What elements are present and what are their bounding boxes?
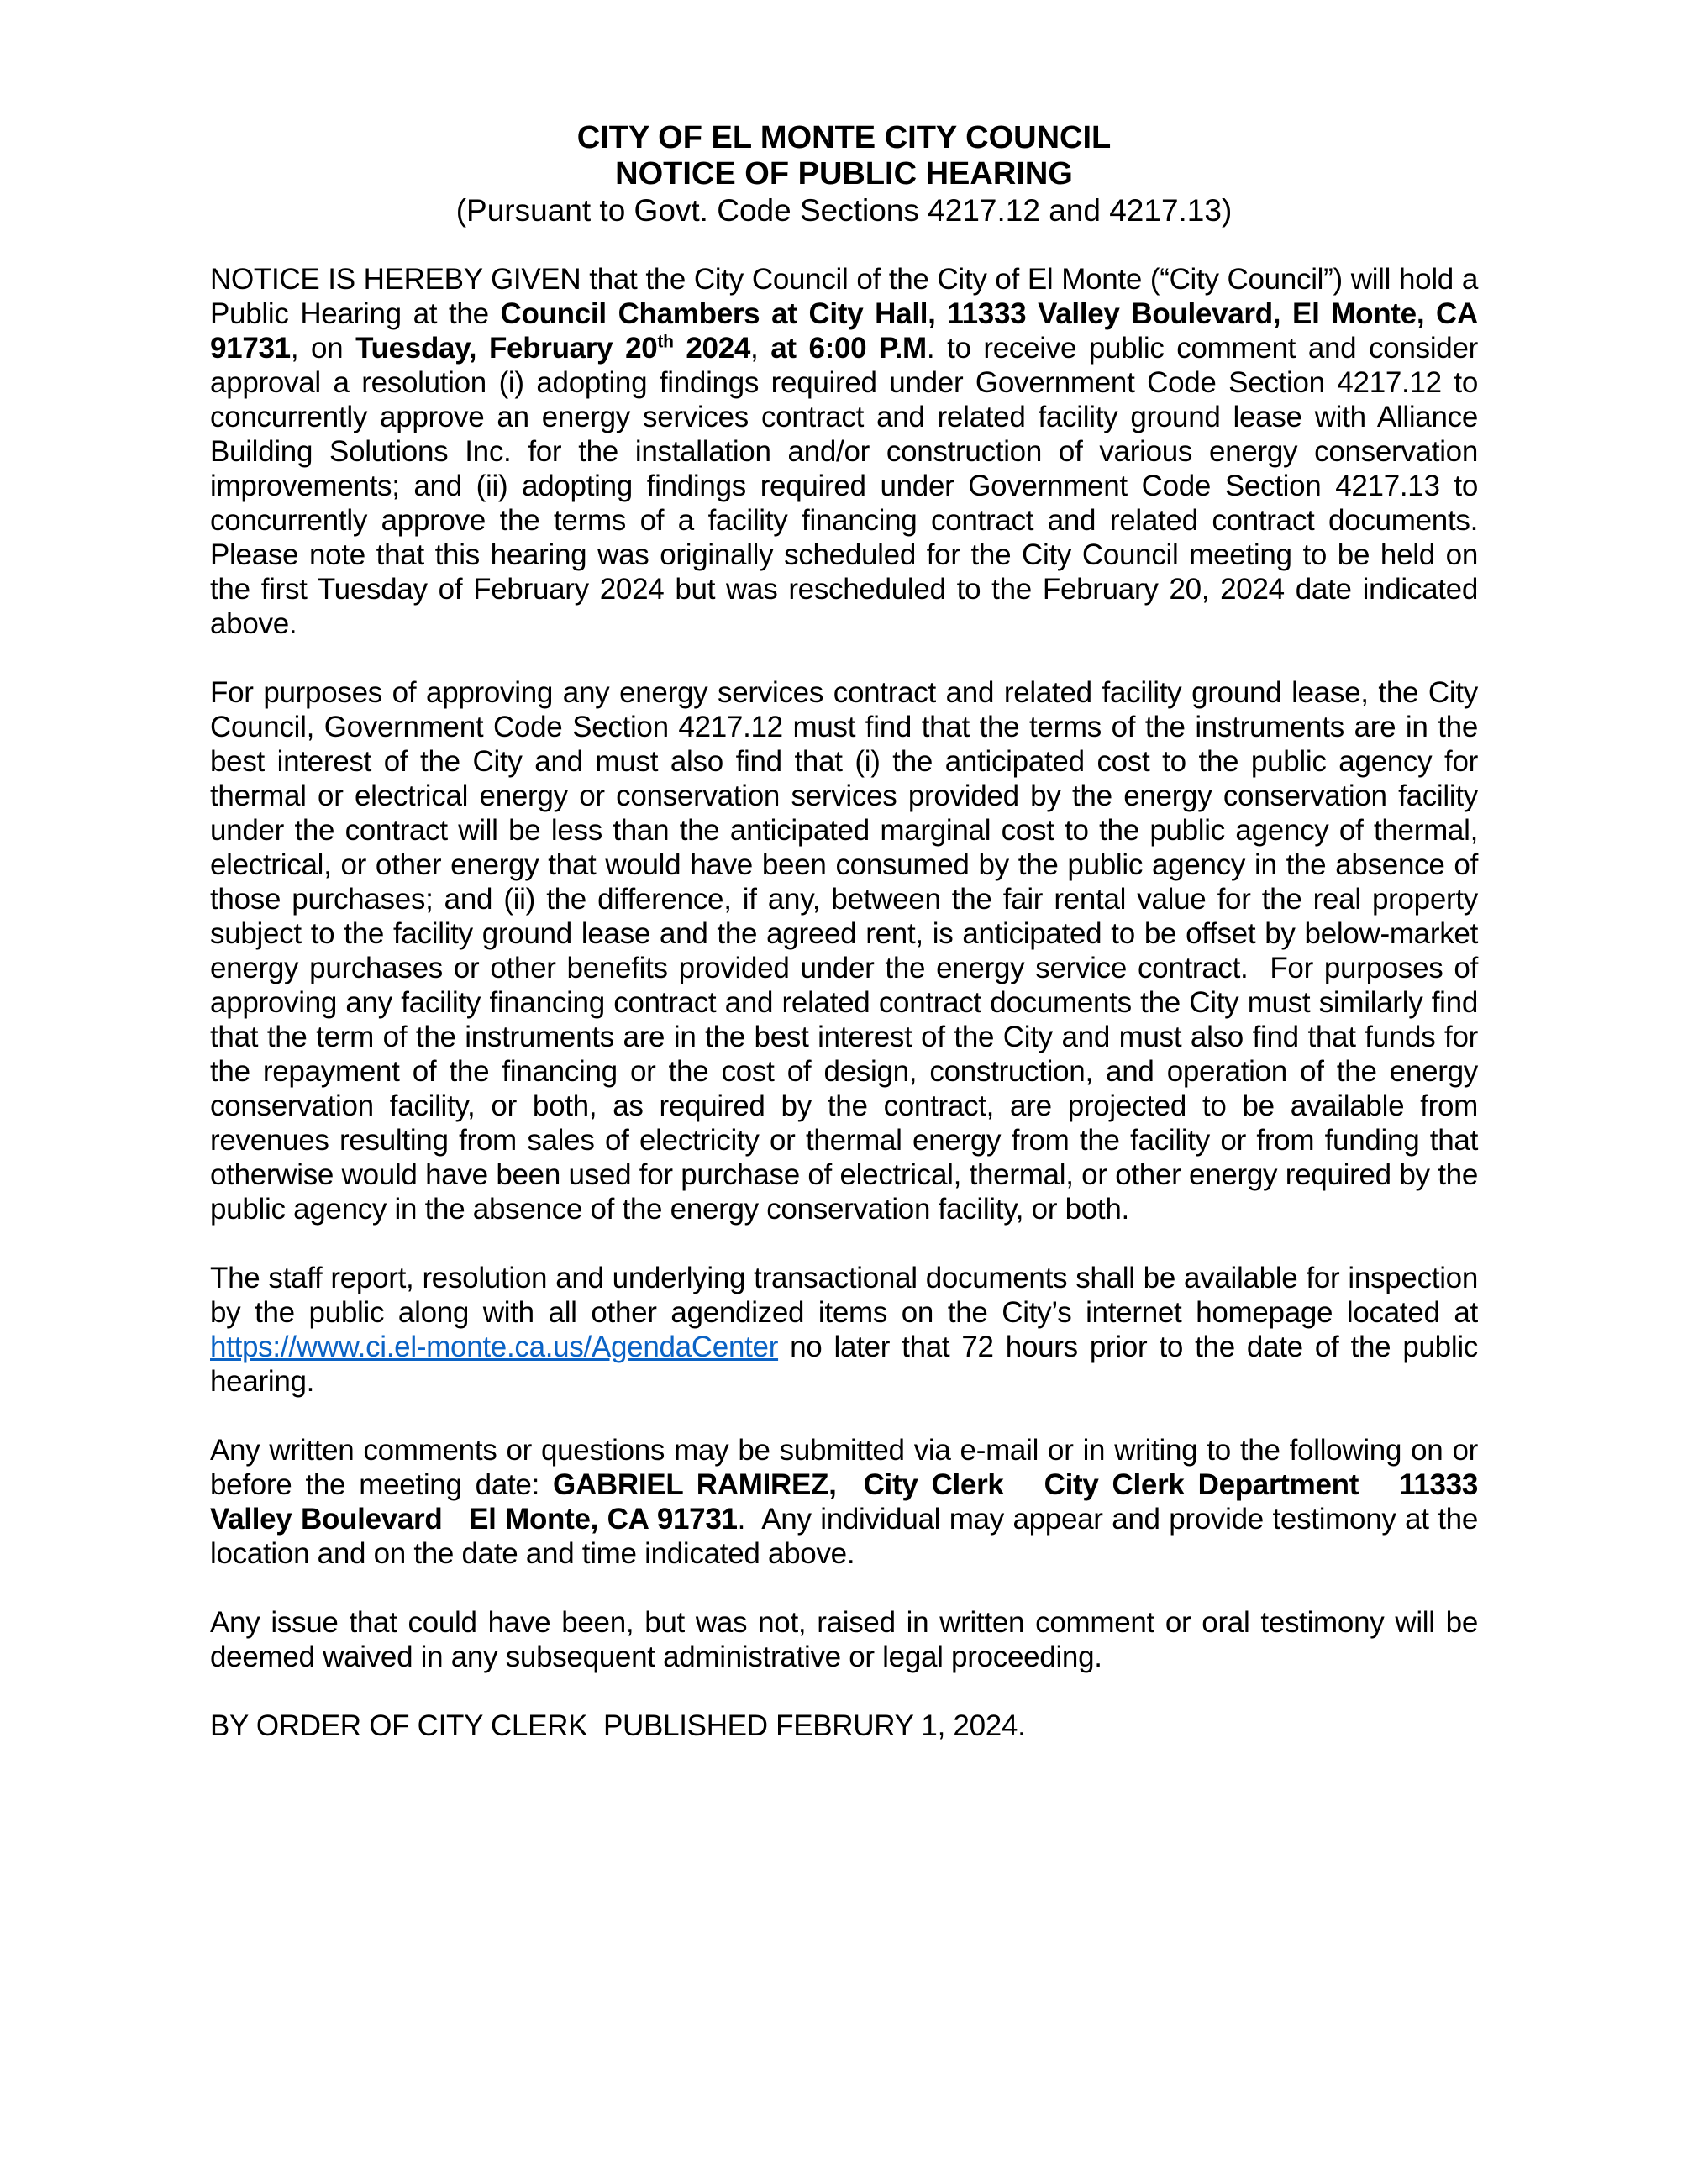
document-title-block: [210, 120, 1478, 228]
document-body: [210, 262, 1494, 1743]
document-title-line-3: (Pursuant to Govt. Code Sections 4217.12 and 4217.13): [455, 193, 1233, 228]
document-title-line-1: CITY OF EL MONTE CITY COUNCIL: [576, 120, 1112, 155]
text-run: Council Chambers at City Hall, 11333 Valley Boulevard, El Monte, CA 91731: [210, 297, 1486, 365]
text-run: Tuesday, February 20: [355, 332, 658, 365]
text-run: th: [657, 332, 674, 352]
text-run: at 6:00 P.M: [770, 332, 927, 365]
document-content: [210, 120, 1494, 1777]
text-run: . Any individual may appear and provide testimony at the location and on the date and time indicated above.: [210, 1503, 1486, 1570]
text-run: , on: [290, 332, 356, 365]
paragraph-notice-given: [210, 262, 1494, 641]
paragraph-staff-report: [210, 1261, 1486, 1399]
text-run: ,: [750, 332, 771, 365]
paragraph-findings: [210, 675, 1486, 1226]
paragraph-written-comments: [210, 1433, 1486, 1571]
text-run: NOTICE IS HEREBY GIVEN that the City Council of the City of El Monte (“City Council”) will hold a Public Hearing at the: [210, 263, 1486, 330]
text-run: . to receive public comment and consider approval a resolution (i) adopting findings required under Government Code Section 4217.12 to concurrently approve an energy services contract and related facility ground lease with Alliance Building Solutions Inc. for the installation and/or construction of various energy conservation improvements; and (ii) adopting findings required under Government Code Section 4217.13 to concurrently approve the terms of a facility financing contract and related contract documents. Please note that this hearing was originally scheduled for the City Council meeting to be held on the first Tuesday of February 2024 but was rescheduled to the February 20, 2024 date indicated above.: [210, 332, 1494, 640]
paragraph-by-order: [210, 1709, 1478, 1743]
text-run: GABRIEL RAMIREZ, City Clerk City Clerk Department 11333 Valley Boulevard El Monte, CA 91731: [210, 1468, 1486, 1536]
text-run: no later that 72 hours prior to the date of the public hearing.: [210, 1331, 1486, 1398]
text-run: Any issue that could have been, but was not, raised in written comment or oral testimony will be deemed waived in any subsequent administrative or legal proceeding.: [210, 1606, 1486, 1673]
text-run: The staff report, resolution and underlying transactional documents shall be available for inspection by the public along with all other agendized items on the City’s internet homepage located at: [210, 1262, 1486, 1329]
text-run: 2024: [673, 332, 751, 365]
text-run: BY ORDER OF CITY CLERK PUBLISHED FEBRURY 1, 2024.: [210, 1709, 1026, 1742]
paragraph-waiver: [210, 1605, 1486, 1674]
text-run: For purposes of approving any energy services contract and related facility ground lease, the City Council, Government Code Section 4217.12 must find that the terms of the instruments are in the best interest of the City and must also find that (i) the anticipated cost to the public agency for thermal or electrical energy or conservation services provided by the energy conservation facility under the contract will be less than the anticipated marginal cost to the public agency of thermal, electrical, or other energy that would have been consumed by the public agency in the absence of those purchases; and (ii) the difference, if any, between the fair rental value for the real property subject to the facility ground lease and the agreed rent, is anticipated to be offset by below-market energy purchases or other benefits provided under the energy service contract. For purposes of approving any facility financing contract and related contract documents the City must similarly find that the term of the instruments are in the best interest of the City and must also find that funds for the repayment of the financing or the cost of design, construction, and operation of the energy conservation facility, or both, as required by the contract, are projected to be available from revenues resulting from sales of electricity or thermal energy from the facility or from funding that otherwise would have been used for purchase of electrical, thermal, or other energy required by the public agency in the absence of the energy conservation facility, or both.: [210, 676, 1486, 1226]
text-run: Any written comments or questions may be submitted via e-mail or in writing to the following on or before the meeting date:: [210, 1434, 1486, 1501]
document-title-line-2: NOTICE OF PUBLIC HEARING: [615, 156, 1073, 192]
agenda-center-link[interactable]: https://www.ci.el-monte.ca.us/AgendaCenter: [210, 1331, 779, 1363]
